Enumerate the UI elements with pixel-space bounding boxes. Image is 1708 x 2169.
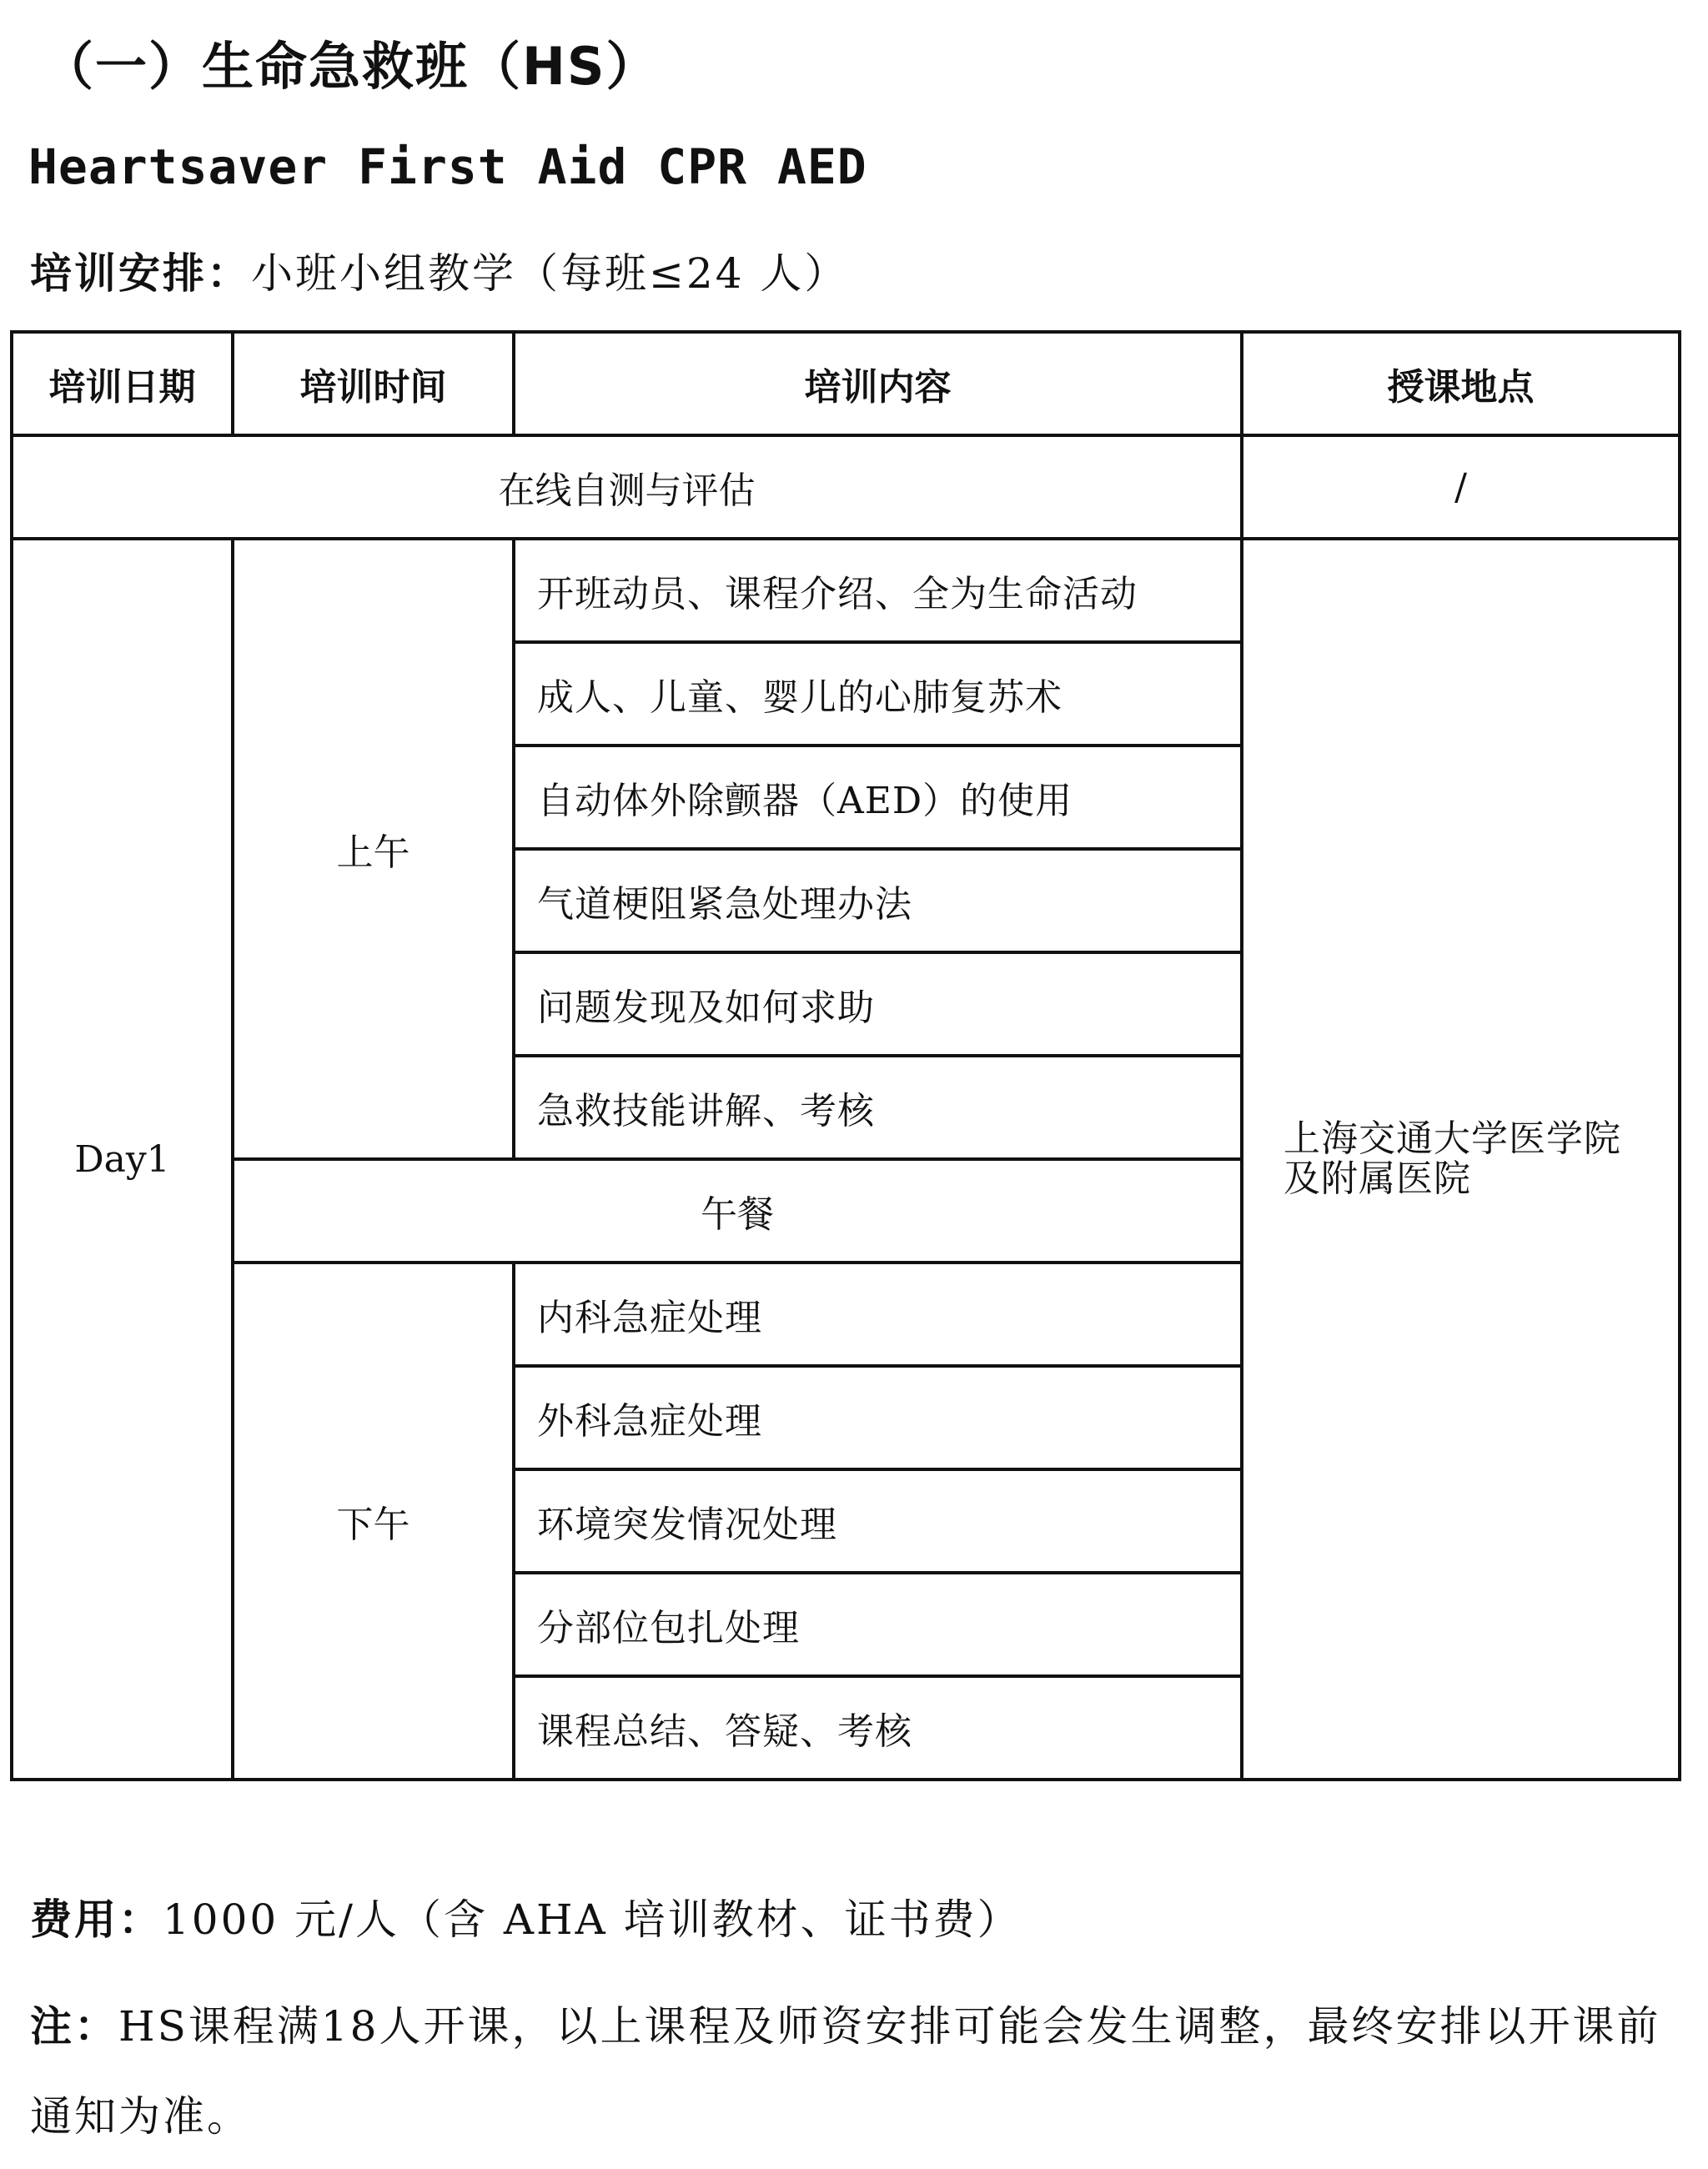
- arrangement-value: 小班小组教学（每班≤24 人）: [251, 249, 849, 298]
- content-cell: 外科急症处理: [514, 1366, 1242, 1469]
- location-cell: 上海交通大学医学院及附属医院: [1242, 539, 1680, 1780]
- content-cell: 课程总结、答疑、考核: [514, 1676, 1242, 1780]
- content-cell: 分部位包扎处理: [514, 1573, 1242, 1676]
- lunch-cell: 午餐: [233, 1159, 1242, 1263]
- content-cell: 成人、儿童、婴儿的心肺复苏术: [514, 642, 1242, 746]
- training-arrangement: [30, 240, 848, 300]
- content-cell: 自动体外除颤器（AED）的使用: [514, 746, 1242, 849]
- content-cell: 环境突发情况处理: [514, 1469, 1242, 1573]
- header-date: 培训日期: [12, 332, 233, 435]
- arrangement-label: 培训安排：: [30, 249, 251, 298]
- note-paragraph: [30, 1981, 1665, 2161]
- note-text: HS课程满18人开课，以上课程及师资安排可能会发生调整，最终安排以开课前通知为准。: [30, 2002, 1661, 2141]
- content-cell: 急救技能讲解、考核: [514, 1056, 1242, 1159]
- note-label: 注：: [30, 2002, 118, 2051]
- fee-value: 1000 元/人（含 AHA 培训教材、证书费）: [163, 1895, 1022, 1944]
- course-english-title: Heartsaver First Aid CPR AED: [28, 138, 867, 195]
- fee-label: 费用：: [30, 1895, 163, 1944]
- fee-line: [30, 1886, 1022, 1946]
- afternoon-cell: 下午: [233, 1263, 514, 1780]
- table-header-row: [12, 332, 1680, 435]
- online-assessment-cell: 在线自测与评估: [12, 435, 1242, 539]
- table-row: [12, 435, 1680, 539]
- morning-cell: 上午: [233, 539, 514, 1159]
- header-content: 培训内容: [514, 332, 1242, 435]
- header-time: 培训时间: [233, 332, 514, 435]
- content-cell: 内科急症处理: [514, 1263, 1242, 1366]
- header-location: 授课地点: [1242, 332, 1680, 435]
- content-cell: 气道梗阻紧急处理办法: [514, 849, 1242, 952]
- table-row: [12, 539, 1680, 642]
- online-location-cell: /: [1242, 435, 1680, 539]
- content-cell: 开班动员、课程介绍、全为生命活动: [514, 539, 1242, 642]
- schedule-table: [10, 330, 1681, 1781]
- content-cell: 问题发现及如何求助: [514, 952, 1242, 1056]
- day-cell: Day1: [12, 539, 233, 1780]
- section-title: （一）生命急救班（HS）: [42, 36, 660, 97]
